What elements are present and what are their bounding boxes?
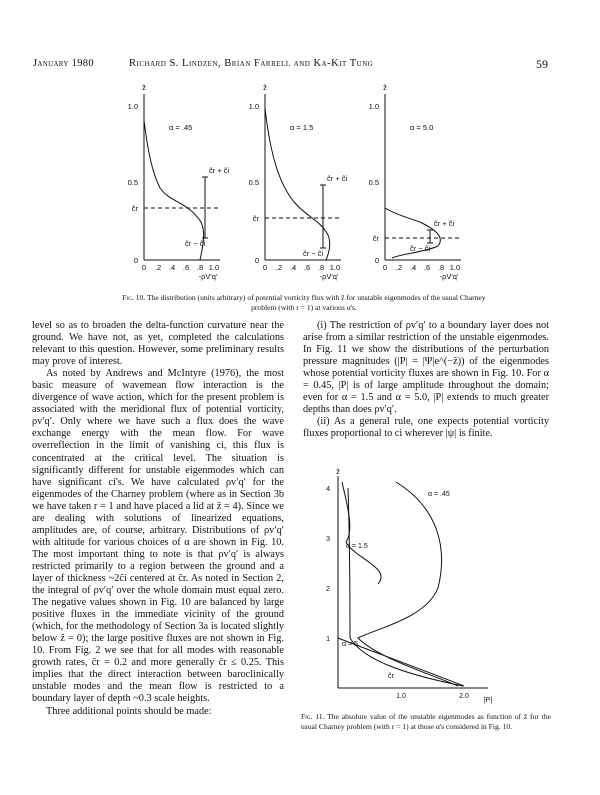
y-tick-label: 0	[254, 256, 259, 265]
cr-label: c̃r	[372, 234, 379, 243]
paragraph: As noted by Andrews and McIntyre (1976), the most basic measure of wavemean flow interaction is the divergence of wave action, which for the present problem is associated with the meridional flux of potential vorticity, ρv′q′. Only where we have such a flux does the wave exchange energy with the mean flow. For wave overreflection in the limit of vanishing ci, this flux is concentrated at the critical level. The situation is significantly different for unstable eigenmodes which can have significant ci's. We have calculated ρv′q′ for the eigenmodes of the Charney problem (where as in Section 3b we have taken r = 1 and have placed a lid at z̃ = 4). Since we are dealing with solutions of linearized equations, amplitudes are, of course, arbitrary. Distributions of ρv′q′ with altitude for various choices of α are shown in Fig. 10. The most important thing to note is that ρv′q′ is always restricted primarily to a region between the ground and a layer of thickness ~2ĉi centered at ĉr. As noted in Section 2, the integral of ρv′q′ over the whole domain must equal zero. The negative values shown in Fig. 10 are balanced by large positive fluxes in the immediate vicinity of the ground (which, for the methodology of Section 3a is located slightly below z̃ = 0); the large positive fluxes are not shown in Fig. 10. From Fig. 2 we see that for all modes with reasonable growth rates, ĉr = 0.2 and more generally ĉr ≤ 0.25. This implies that the direct interaction between baroclinically unstable modes and the mean flow is restricted to a boundary layer of depth ~0.3 scale heights.	[32, 368, 284, 705]
y-tick-label: 4	[326, 486, 330, 493]
x-axis-label: |P|	[483, 697, 493, 704]
alpha-label: α = 1.5	[290, 123, 314, 132]
paragraph: level so as to broaden the delta-function curvature near the ground. We have not, as yet, completed the calculations relevant to this question. However, some preliminary results may prove of interest.	[32, 320, 284, 368]
x-tick-label: .8	[317, 263, 325, 272]
curve-alpha-15	[348, 488, 463, 686]
cr-label: c̃r	[388, 673, 394, 680]
curve-label-alpha-045: α = .45	[428, 491, 450, 498]
x-tick-label: .2	[275, 263, 283, 272]
figure-11	[318, 468, 518, 706]
cr-label: c̃r	[252, 214, 259, 223]
y-tick-label: 3	[326, 536, 330, 543]
x-tick-label: .4	[168, 263, 176, 272]
caption-text: The distribution (units arbitrary) of potential vorticity flux with z̃ for unstable eigenmodes of the usual Charney problem (with r = 1) at various α's.	[146, 293, 486, 312]
x-tick-label: .8	[437, 263, 445, 272]
x-axis-label: -ρV'q'	[439, 272, 459, 281]
x-tick-label: 2.0	[459, 693, 469, 700]
upper-bound-label: c̃r + c̃i	[209, 166, 230, 175]
fig10-panel-3	[385, 94, 461, 260]
x-tick-label: .4	[289, 263, 297, 272]
lower-bound-label: c̃r − c̃i	[410, 244, 431, 253]
y-tick-label: 2	[326, 586, 330, 593]
x-tick-label: .6	[303, 263, 311, 272]
x-tick-label: .2	[395, 263, 403, 272]
curve-label-alpha-5: α = 5.	[342, 641, 360, 648]
y-tick-label: 1	[326, 636, 330, 643]
y-axis-label: z̃	[383, 83, 387, 92]
y-tick-label: 0	[133, 256, 138, 265]
y-tick-label: 1.0	[127, 102, 138, 111]
y-tick-label: 1.0	[368, 102, 379, 111]
caption-text: The absolute value of the unstable eigenmodes as function of z̃ for the usual Charney problem (with r = 1) at those α's considered in Fig. 10.	[301, 712, 551, 731]
caption-label: Fig. 10.	[122, 293, 146, 302]
x-tick-label: .6	[423, 263, 431, 272]
y-tick-label: 0.5	[248, 178, 259, 187]
curve-label-alpha-15: α = 1.5	[346, 543, 368, 550]
x-tick-label: 0	[262, 263, 268, 272]
upper-bound-label: c̃r + c̃i	[327, 174, 348, 183]
x-tick-label: .6	[182, 263, 190, 272]
x-axis-label: -ρV'q'	[198, 272, 218, 281]
x-tick-label: 0	[382, 263, 388, 272]
y-tick-label: 0.5	[127, 178, 138, 187]
upper-bound-label: c̃r + c̃i	[434, 219, 455, 228]
lower-bound-label: c̃r − c̃i	[185, 239, 206, 248]
left-column	[32, 320, 284, 718]
fig10-panel-1	[144, 94, 220, 260]
x-tick-label: .4	[409, 263, 417, 272]
paragraph: Three additional points should be made:	[46, 705, 212, 717]
y-axis-label: z̃	[263, 83, 267, 92]
cr-label: c̃r	[131, 204, 138, 213]
lower-bound-label: c̃r − c̃i	[303, 249, 324, 258]
x-tick-label: 1.0	[208, 263, 220, 272]
paragraph: (i) The restriction of ρv′q′ to a boundary layer does not arise from a similar restriction of the unstable eigenmodes. In Fig. 11 we show the distributions of the perturbation pressure magnitudes (|P| = |Ψ|e^(−z̃)) of the eigenmodes whose potential vorticity fluxes are shown in Fig. 10. For α = 0.45, |P| is of large amplitude throughout the domain; even for α = 1.5 and α = 5.0, |P| extends to much greater depths than does ρv′q′.	[303, 320, 549, 416]
figure-10	[120, 80, 480, 290]
page-number: 59	[536, 57, 548, 71]
header-authors: Richard S. Lindzen, Brian Farrell and Ka-Kit Tung	[129, 58, 374, 69]
y-tick-label: 0.5	[368, 178, 379, 187]
y-axis-label: z̃	[336, 469, 340, 476]
alpha-label: α = .45	[169, 123, 193, 132]
y-tick-label: 0	[374, 256, 379, 265]
paragraph: (ii) As a general rule, one expects potential vorticity fluxes proportional to ci wherever |ψ| is finite.	[303, 416, 549, 440]
figure-11-caption	[301, 712, 551, 732]
x-axis-label: -ρV'q'	[319, 272, 339, 281]
x-tick-label: 1.0	[329, 263, 341, 272]
x-tick-label: 1.0	[396, 693, 406, 700]
curve-alpha-045	[358, 482, 458, 686]
x-tick-label: 1.0	[449, 263, 461, 272]
caption-label: Fig. 11.	[301, 712, 325, 721]
y-axis-label: z̃	[142, 83, 146, 92]
x-tick-label: .8	[196, 263, 204, 272]
right-column	[303, 320, 549, 440]
figure-10-caption	[118, 293, 490, 313]
y-tick-label: 1.0	[248, 102, 259, 111]
x-tick-label: .2	[154, 263, 162, 272]
x-tick-label: 0	[141, 263, 147, 272]
running-header	[33, 58, 548, 74]
header-date: January 1980	[33, 58, 94, 69]
alpha-label: α = 5.0	[410, 123, 434, 132]
